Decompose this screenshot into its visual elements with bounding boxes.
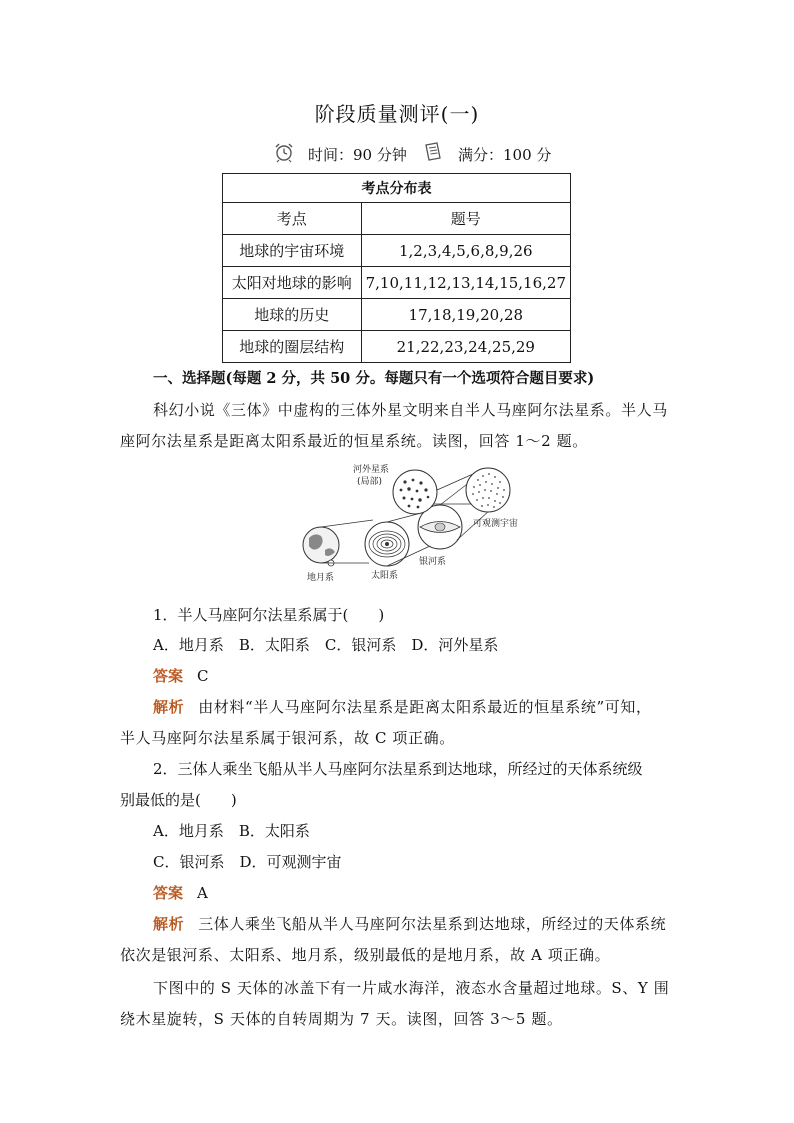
question-stem: 别最低的是( ) [120,791,237,809]
exam-meta [270,141,570,165]
explanation-text: 依次是银河系、太阳系、地月系，级别最低的是地月系，故 A 项正确。 [120,946,611,964]
table-row [223,235,571,267]
label-solar: 太阳系 [371,571,399,581]
answer-tag: 答案 [153,667,184,685]
answer-value: A [197,884,208,902]
question-stem: 2．三体人乘坐飞船从半人马座阿尔法星系到达地球，所经过的天体系统级 [153,760,643,778]
explanation-text: 由材料“半人马座阿尔法星系是距离太阳系最近的恒星系统”可知， [198,698,652,716]
intro-text: 下图中的 S 天体的冰盖下有一片咸水海洋，液态水含量超过地球。S、Y 围 [153,979,670,997]
table-row [223,267,571,299]
table-cell: 1,2,3,4,5,6,8,9,26 [361,235,570,267]
label-earth-moon: 地月系 [307,573,335,583]
explanation-line [153,696,652,717]
explanation-text: 半人马座阿尔法星系属于银河系，故 C 项正确。 [120,729,455,747]
table-header: 题号 [361,203,570,235]
answer-line [153,665,209,686]
explanation-tag: 解析 [153,698,185,716]
intro-text: 绕木星旋转，S 天体的自转周期为 7 天。读图，回答 3～5 题。 [120,1010,563,1028]
page-title: 阶段质量测评(一) [314,102,480,126]
table-header-row [223,203,571,235]
explanation-line [153,913,666,934]
table-cell: 21,22,23,24,25,29 [361,331,570,363]
explanation-text: 三体人乘坐飞船从半人马座阿尔法星系到达地球，所经过的天体系统 [198,915,667,933]
answer-line [153,882,208,903]
question-options: A．地月系 B．太阳系 C．银河系 D．河外星系 [153,636,499,654]
question-options: C．银河系 D．可观测宇宙 [153,853,342,871]
label-local: (局部) [357,477,383,487]
answer-tag: 答案 [153,884,184,902]
table-row [223,299,571,331]
label-observable: 可观测宇宙 [473,519,519,529]
intro-text: 座阿尔法星系是距离太阳系最近的恒星系统。读图，回答 1～2 题。 [120,432,588,450]
table-cell: 地球的历史 [223,299,362,331]
celestial-systems-figure [295,460,535,586]
explanation-tag: 解析 [153,915,185,933]
table-cell: 7,10,11,12,13,14,15,16,27 [361,267,570,299]
table-header: 考点 [223,203,362,235]
exam-time: 时间：90 分钟 [308,146,407,164]
section-heading: 一、选择题(每题 2 分，共 50 分。每题只有一个选项符合题目要求) [153,370,595,387]
label-extragalactic: 河外星系 [353,465,390,475]
table-cell: 地球的宇宙环境 [223,235,362,267]
answer-value: C [197,667,209,685]
exam-score: 满分：100 分 [458,146,552,164]
table-caption: 考点分布表 [223,174,571,203]
topic-distribution-table [222,173,571,363]
alarm-clock-icon [274,141,294,163]
table-cell: 太阳对地球的影响 [223,267,362,299]
label-galaxy: 银河系 [419,557,447,567]
question-options: A．地月系 B．太阳系 [153,822,310,840]
table-cell: 17,18,19,20,28 [361,299,570,331]
table-row [223,331,571,363]
paper-icon [423,141,443,163]
question-stem: 1．半人马座阿尔法星系属于( ) [153,606,385,624]
extragalactic-icon [393,470,437,514]
intro-text: 科幻小说《三体》中虚构的三体外星文明来自半人马座阿尔法星系。半人马 [153,401,668,419]
table-cell: 地球的圈层结构 [223,331,362,363]
